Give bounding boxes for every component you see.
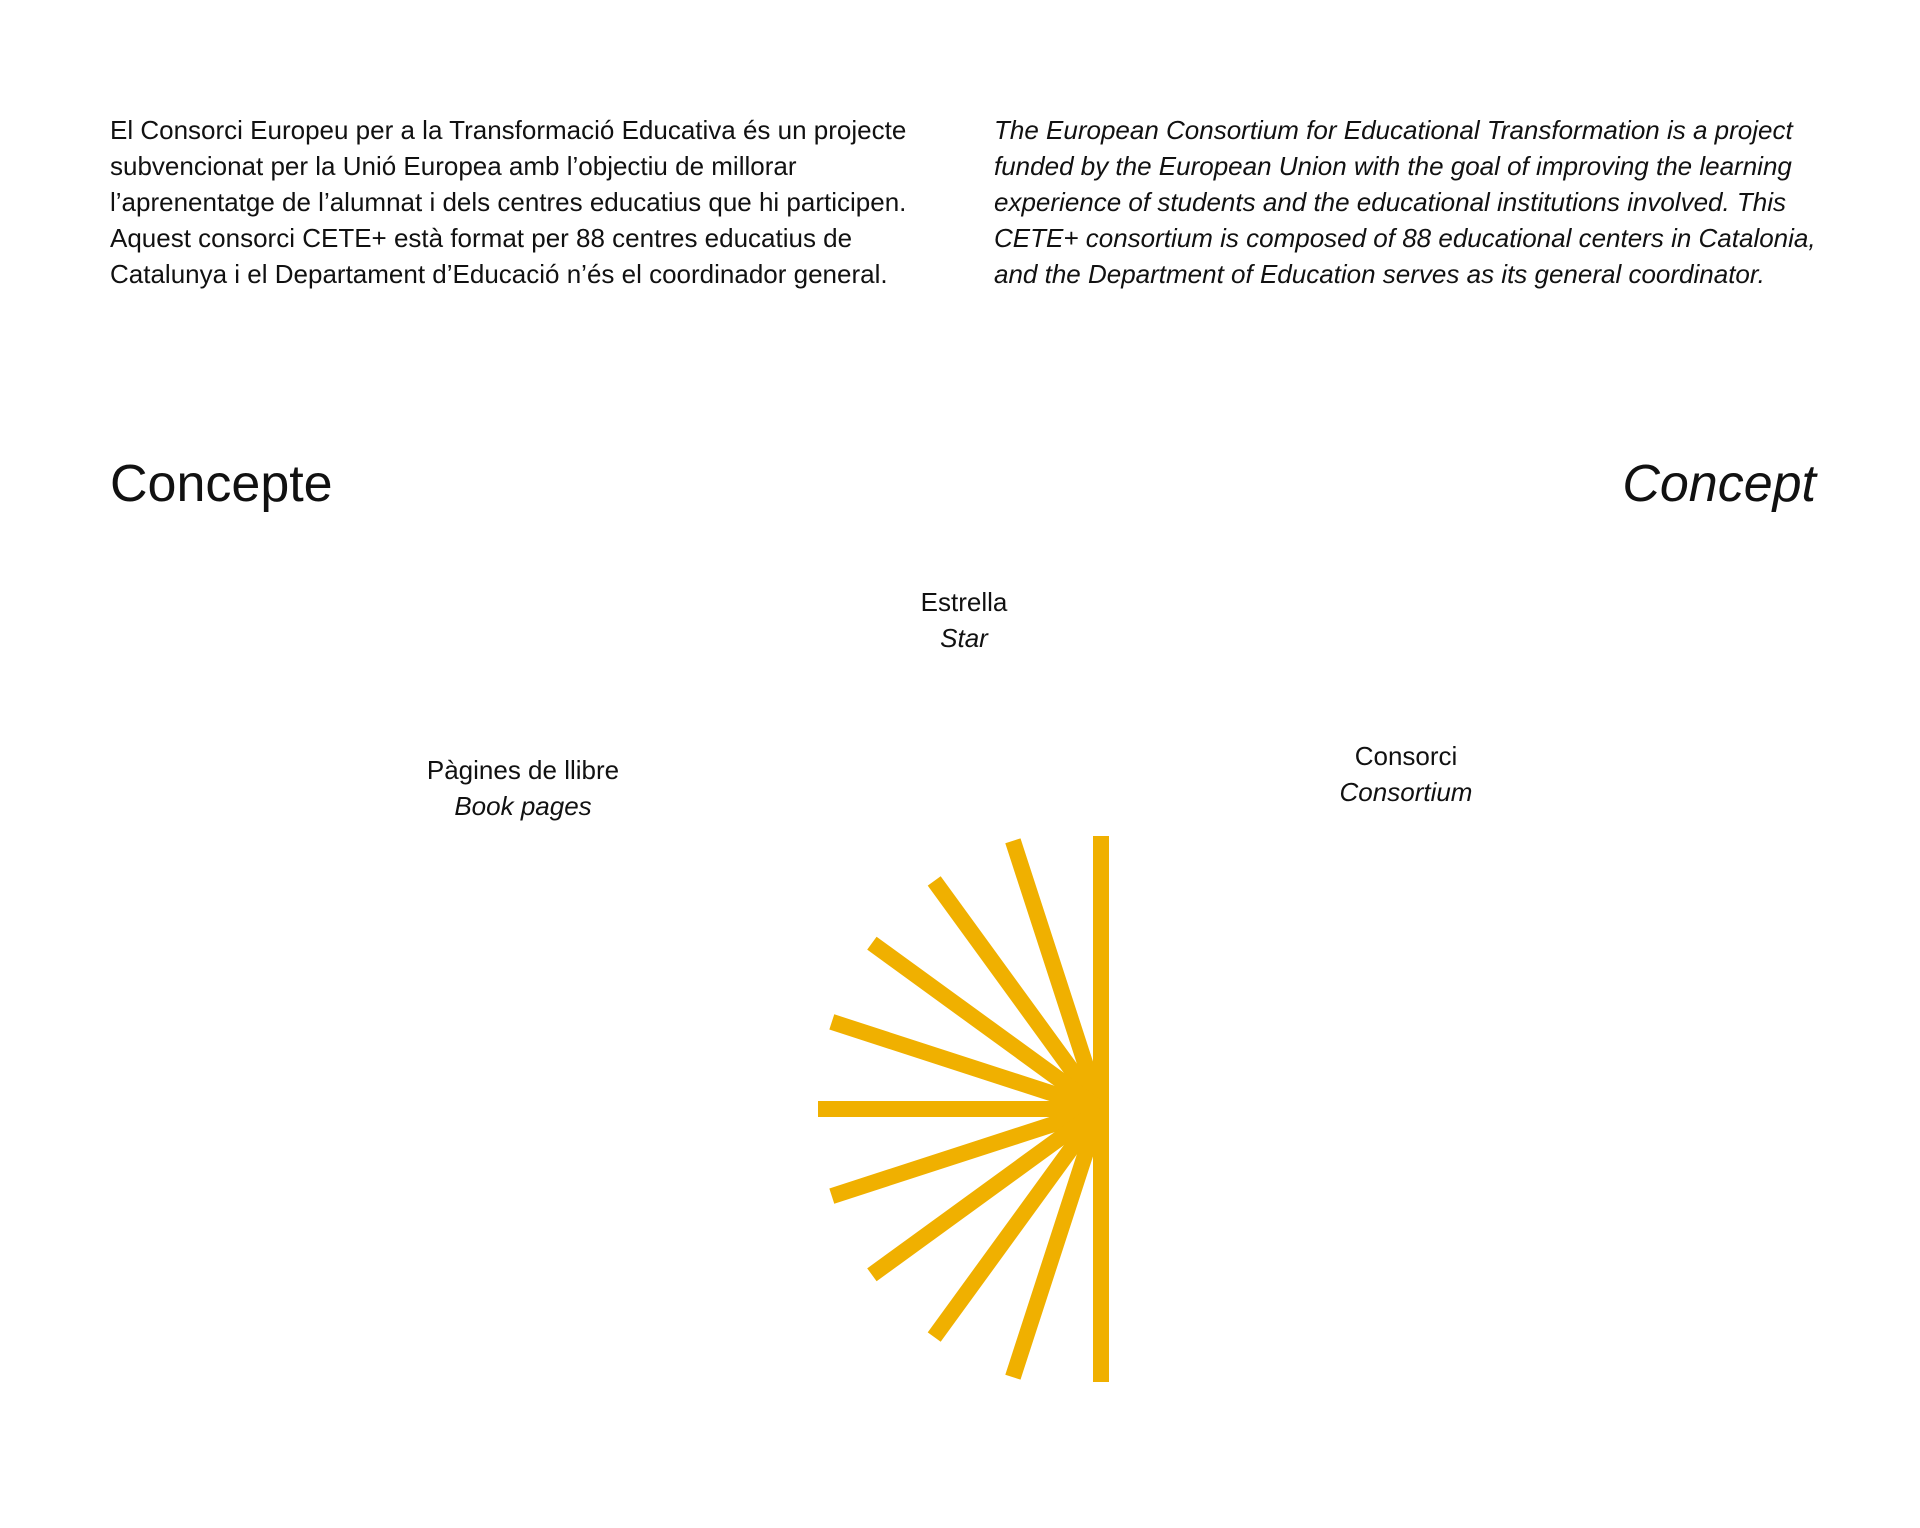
- label-book-pages-catalan: Pàgines de llibre: [426, 755, 620, 785]
- label-book-pages-english: Book pages: [454, 791, 592, 821]
- label-consortium-catalan: Consorci: [1354, 741, 1458, 771]
- label-star-catalan: Estrella: [920, 587, 1008, 617]
- intro-text-catalan: El Consorci Europeu per a la Transformació Educativa és un projecte subvencionat per la Unió Europea amb l’objectiu de millorar l’aprenentatge de l’alumnat i dels centres educatius que hi participen. Aquest consorci CETE+ està format per 88 centres educatius de Catalunya i el Departament d’Educació n’és el coordinador general.: [110, 115, 907, 289]
- sun-rays: [818, 836, 1101, 1382]
- section-title-catalan: Concepte: [110, 455, 333, 513]
- section-title-english: Concept: [1622, 455, 1816, 513]
- label-consortium-english: Consortium: [1339, 777, 1473, 807]
- label-star-english: Star: [940, 623, 988, 653]
- intro-text-english: The European Consortium for Educational Transformation is a project funded by the European Union with the goal of improving the learning experience of students and the educational institutions involved. This CETE+ consortium is composed of 88 educational centers in Catalonia, and the Department of Education serves as its general coordinator.: [994, 115, 1816, 289]
